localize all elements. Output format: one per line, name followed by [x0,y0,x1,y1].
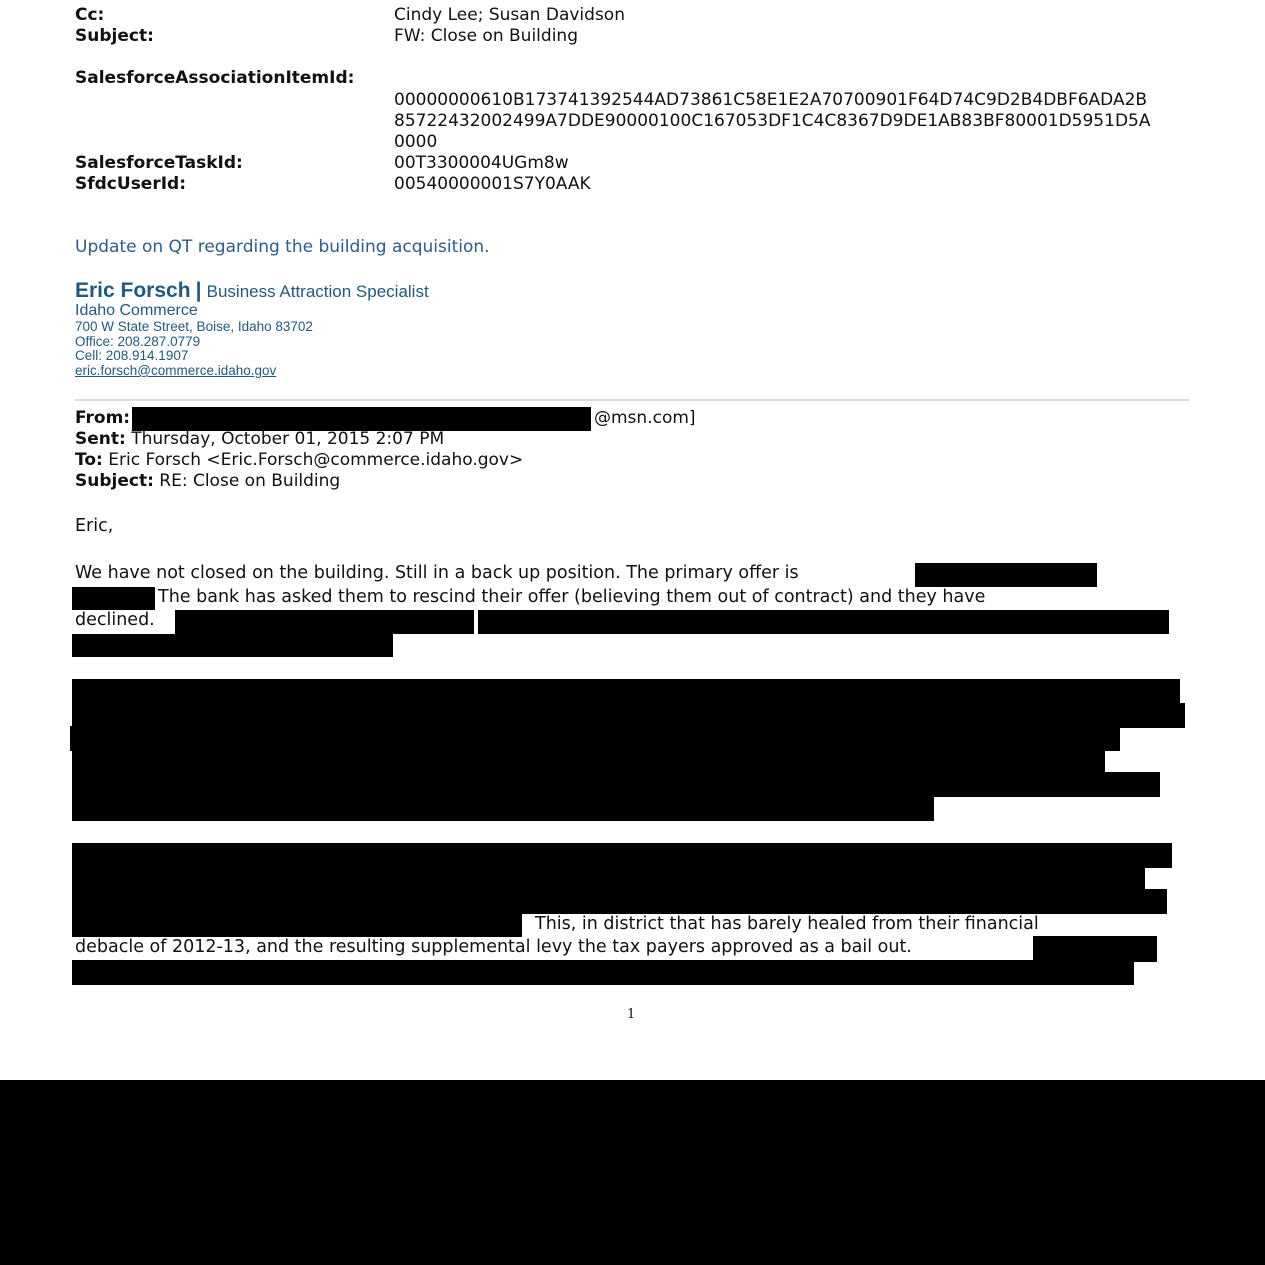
redaction-block [72,749,1105,774]
bottom-black-band [0,1080,1265,1265]
redaction-block [175,610,474,634]
from-label: From: [75,408,131,428]
cc-value: Cindy Lee; Susan Davidson [394,5,625,25]
greeting: Eric, [75,516,114,536]
to-line [75,450,523,471]
redaction-block [478,610,1169,634]
salesforce-association-line-3: 0000 [394,132,438,152]
salesforce-task-label: SalesforceTaskId: [75,153,243,173]
from-value: @msn.com] [594,408,696,428]
body-p3-line5: debacle of 2012-13, and the resulting supplemental levy the tax payers approved as a bail out. [75,937,912,957]
body-p1-line3: declined. [75,610,155,630]
sent-label: Sent: [75,429,126,449]
redaction-block [72,889,1167,914]
redaction-block [72,843,1172,868]
redaction-block [72,960,1134,985]
redaction-block [1033,936,1157,962]
sent-line [75,429,444,450]
subject2-label: Subject: [75,471,154,491]
redaction-block [72,679,1180,704]
page-number: 1 [627,1007,636,1022]
subject-value: FW: Close on Building [394,26,578,46]
salesforce-association-line-2: 85722432002499A7DDE90000100C167053DF1C4C8367D9DE1AB83BF80001D5951D5A [394,111,1151,131]
redaction-from [132,407,591,431]
redaction-block [915,563,1097,587]
salesforce-association-line-1: 00000000610B173741392544AD73861C58E1E2A70700901F64D74C9D2B4DBF6ADA2B [394,90,1148,110]
header-divider [75,399,1190,401]
to-label: To: [75,450,103,470]
cc-label: Cc: [75,5,105,25]
salesforce-association-label: SalesforceAssociationItemId: [75,68,355,88]
body-p1-line1: We have not closed on the building. Still in a back up position. The primary offer is [75,563,799,583]
update-line: Update on QT regarding the building acquisition. [75,237,490,257]
signature-name: Eric Forsch [75,279,191,302]
redaction-block [72,796,934,821]
redaction-block [70,726,1120,751]
signature-header [75,278,429,305]
redaction-block [72,587,155,610]
body-p3-line4: This, in district that has barely healed from their financial [535,914,1039,934]
redaction-block [72,913,522,937]
signature-title: Business Attraction Specialist [206,282,429,301]
redaction-block [72,703,1185,728]
redaction-block [72,866,1145,891]
sfdc-user-value: 00540000001S7Y0AAK [394,174,591,194]
signature-org: Idaho Commerce [75,302,198,319]
signature-office: Office: 208.287.0779 [75,334,201,349]
signature-separator: | [195,279,202,302]
sent-value: Thursday, October 01, 2015 2:07 PM [131,429,445,449]
sfdc-user-label: SfdcUserId: [75,174,187,194]
redaction-block [72,634,393,657]
subject2-line [75,471,340,492]
to-value: Eric Forsch <Eric.Forsch@commerce.idaho.gov> [108,450,524,470]
signature-address: 700 W State Street, Boise, Idaho 83702 [75,319,313,334]
signature-cell: Cell: 208.914.1907 [75,348,189,363]
subject-label: Subject: [75,26,154,46]
subject2-value: RE: Close on Building [159,471,341,491]
body-p1-line2: The bank has asked them to rescind their offer (believing them out of contract) and they have [158,587,986,607]
redaction-block [72,772,1160,797]
salesforce-task-value: 00T3300004UGm8w [394,153,569,173]
signature-email-link[interactable]: eric.forsch@commerce.idaho.gov [75,363,277,378]
